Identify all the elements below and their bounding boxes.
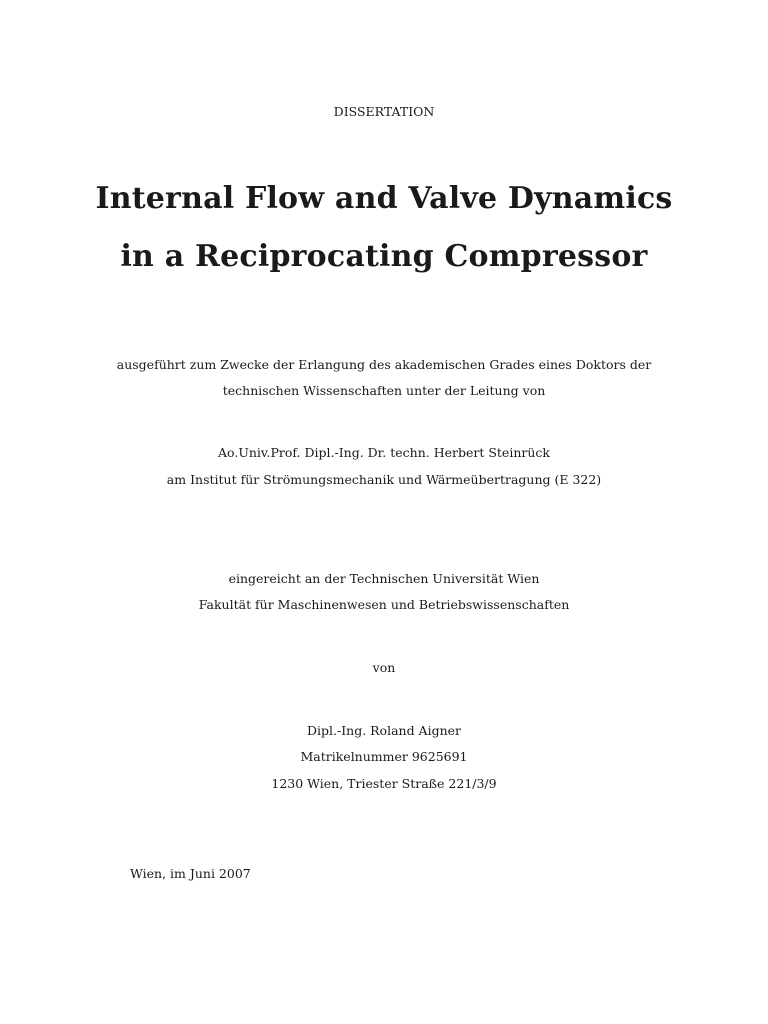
title-line-1: Internal Flow and Valve Dynamics [95, 181, 673, 216]
supervisor-institute: am Institut für Strömungsmechanik und Wärmeübertragung (E 322) [166, 472, 602, 487]
submission-university: eingereicht an der Technischen Universität Wien [228, 571, 540, 586]
by-label: von [372, 660, 396, 675]
author-address: 1230 Wien, Triester Straße 221/3/9 [271, 776, 497, 791]
title-line-2: in a Reciprocating Compressor [120, 239, 648, 274]
author-matriculation: Matrikelnummer 9625691 [300, 749, 468, 764]
place-date: Wien, im Juni 2007 [130, 866, 251, 881]
author-name: Dipl.-Ing. Roland Aigner [306, 723, 462, 738]
purpose-line-2: technischen Wissenschaften unter der Leitung von [222, 383, 546, 398]
supervisor-name: Ao.Univ.Prof. Dipl.-Ing. Dr. techn. Herbert Steinrück [218, 445, 550, 460]
purpose-line-1: ausgeführt zum Zwecke der Erlangung des akademischen Grades eines Doktors der [116, 357, 652, 372]
submission-faculty: Fakultät für Maschinenwesen und Betriebswissenschaften [198, 597, 570, 612]
document-type-label: DISSERTATION [333, 104, 435, 119]
